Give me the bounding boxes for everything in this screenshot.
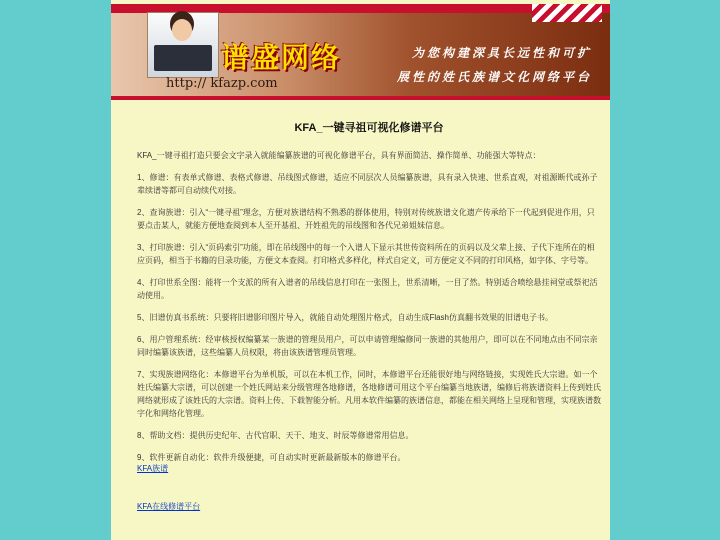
monitor-icon: [154, 45, 212, 71]
site-url: http:// kfazp.com: [166, 76, 278, 91]
feature-item: 6、用户管理系统：经审核授权编纂某一族谱的管理员用户，可以申请管理编修同一族谱的其他用户，即可以在不同地点由不同宗亲同时编纂该族谱，这些编纂人员权限，将由该族谱管理员管理。: [137, 335, 598, 357]
slogan-line-1: 为您构建深具长远性和可扩: [411, 46, 592, 60]
link-kfa-genealogy[interactable]: KFA族谱: [137, 464, 169, 473]
feature-item: 5、旧谱仿真书系统：只要将旧谱影印图片导入，就能自动处理图片格式，自动生成Flash仿真翻书效果的旧谱电子书。: [137, 313, 554, 322]
article-content: [137, 122, 601, 511]
feature-item: 3、打印族谱：引入“页码索引”功能，即在吊线图中的每一个入谱人下显示其世传资料所在的页码以及父辈上接、子代下连所在的相应页码，相当于书籍的目录功能，方便文本查阅。打印格式多样化，样式自定义，可方便定义不同的打印风格，如字体、字号等。: [137, 243, 595, 265]
link-kfa-online-platform[interactable]: KFA在线修谱平台: [137, 502, 201, 511]
slogan-line-2: 展性的姓氏族谱文化网络平台: [396, 70, 592, 84]
page-title: KFA_一键寻祖可视化修谱平台: [294, 122, 444, 134]
banner-bottom-strip: [111, 96, 610, 100]
person-icon: [172, 19, 192, 41]
intro-paragraph: KFA_一键寻祖打造只要会文字录入就能编纂族谱的可视化修谱平台，具有界面简洁、操作简单、功能强大等特点：: [137, 151, 541, 160]
feature-item: 2、查询族谱：引入“一键寻祖”理念，方便对族谱结构不熟悉的群体使用，特别对传统族谱文化遗产传承给下一代起到促进作用，只要点击某人，就能方便地查阅到本人至开基祖、开姓祖先的吊线图和各代兄弟姐妹信息。: [137, 208, 595, 230]
feature-item: 1、修谱：有表单式修谱、表格式修谱、吊线图式修谱，适应不同层次人员编纂族谱，具有录入快速、世系直观，对祖源断代或孙子辈续谱等都可自动续代对接。: [137, 173, 598, 195]
site-logo-text: 谱盛网络: [221, 41, 342, 74]
feature-item: 8、帮助文档：提供历史纪年、古代官职、天干、地支、时辰等修谱常用信息。: [137, 431, 414, 440]
feature-item: 9、软件更新自动化：软件升级便捷，可自动实时更新最新版本的修谱平台。: [137, 453, 406, 462]
feature-item: 4、打印世系全图：能将一个支派的所有入谱者的吊线信息打印在一张图上，世系清晰，一目了然。特别适合喷绘悬挂祠堂或祭祀活动使用。: [137, 278, 598, 300]
feature-item: 7、实现族谱网络化：本修谱平台为单机版，可以在本机工作，同时，本修谱平台还能很好地与网络链接，实现姓氏大宗谱。如一个姓氏编纂大宗谱，可以创建一个姓氏网站来分级管理各地修谱，各地修谱可用这个平台编纂当地族谱，编修后将族谱资料上传到姓氏网络就形成了该姓氏的大宗谱。资料上传、下载智能分析。凡用本软件编纂的族谱信息，都能在相关网络上呈现和管理，实现族谱数字化和网络化管理。: [137, 370, 601, 418]
banner-stripes-decoration: [532, 4, 602, 22]
banner-photo: [147, 12, 219, 78]
page-container: [111, 0, 610, 540]
header-banner: [111, 4, 610, 100]
